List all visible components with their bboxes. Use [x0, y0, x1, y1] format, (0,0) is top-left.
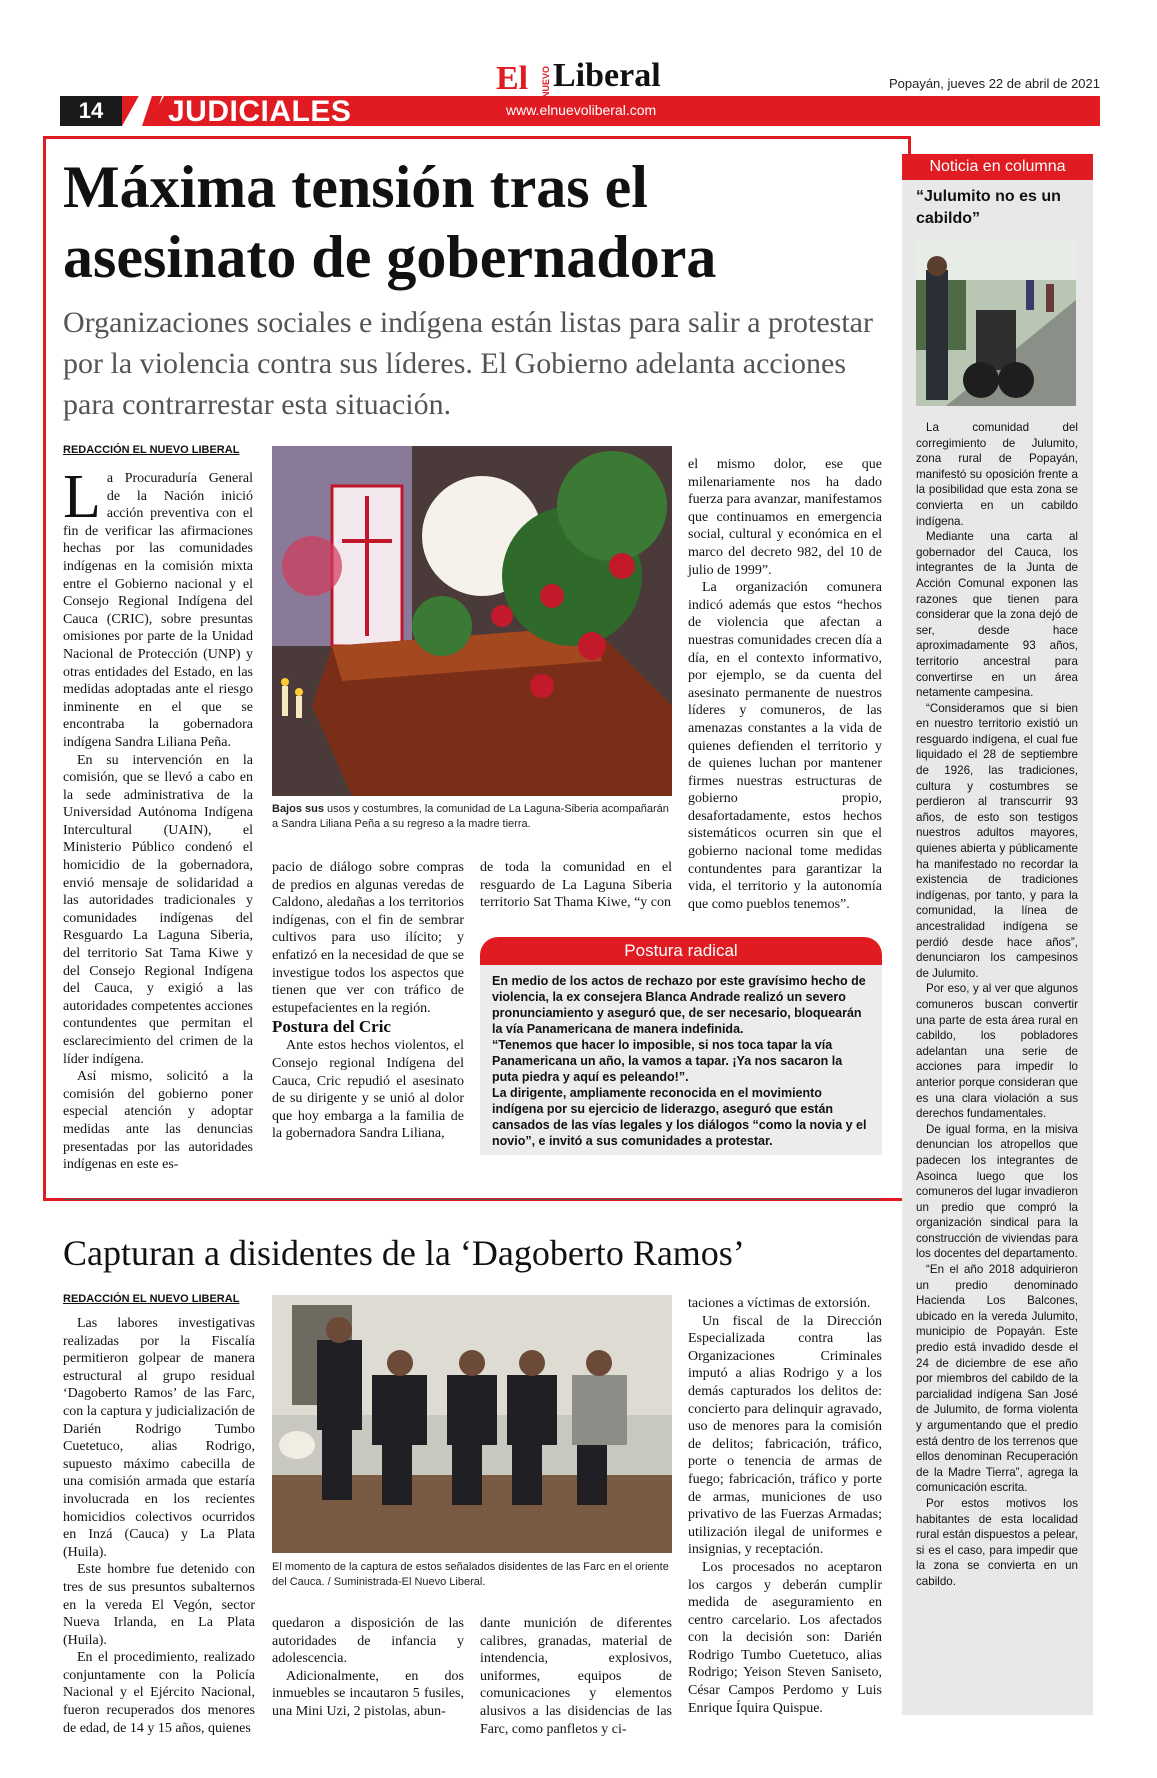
box-p3: La dirigente, ampliamente reconocida en el movimiento indígena por su ejercicio de liderazgo, aseguró que están cansados de las vías legales y los diálogos “como la novia y el novio”, e invitó a sus comunidades a protestar. [492, 1086, 867, 1148]
second-column-3 [480, 1615, 672, 1738]
main-col1-p2: En su intervención en la comisión, que se llevó a cabo en la sede administrativa de la Universidad Autónoma Indígena Intercultural (UAIN), el Ministerio Público condenó el homicidio de la gobernadora, envió mensaje de solidaridad a las autoridades tradicionales y comunidades indígenas del Resguardo La Laguna Siberia, del territorio Sat Tama Kiwe y del Consejo Regional Indígena del Cauca, y exigió a las autoridades competentes acciones contundentes que permitan el esclarecimiento del crimen de la líder indígena. [63, 752, 253, 1067]
drop-cap: L [63, 463, 101, 531]
main-col2-p2: Ante estos hechos violentos, el Consejo regional Indígena del Cauca, Cric repudió el asesinato de su dirigente y se unió al dolor que hoy embarga a la familia de la gobernadora Sandra Liliana, [272, 1038, 464, 1142]
sidebar-title: Noticia en columna [902, 154, 1093, 180]
funeral-photo-illustration [272, 446, 672, 796]
second-column-2 [272, 1615, 464, 1721]
main-col2-p1: pacio de diálogo sobre compras de predios en algunas veredas de Caldono, aledañas a los territorios indígenas, con el fin de sembrar cultivos para uso ilícito; y enfatizó en la necesidad de que se investigue todos los aspectos que tienen que ver con tráfico de estupefacientes en la región. [272, 860, 464, 1016]
main-deck: Organizaciones sociales e indígena están listas para salir a protestar por la violencia contra sus líderes. El Gobierno adelanta acciones para contrarrestar esta situación. [63, 306, 873, 421]
dateline: Popayán, jueves 22 de abril de 2021 [888, 76, 1100, 91]
logo-nuevo: NUEVO [541, 66, 551, 99]
section-name: JUDICIALES [168, 95, 352, 128]
main-column-3 [480, 859, 672, 912]
second-col4-p3: Los procesados no aceptaron los cargos y deberán cumplir medida de aseguramiento en centro carcelario. Los afectados con la decisión son: Darién Rodrigo Tumbo Cuetetuco, alias Rodrigo; Yeison Steven Saniseto, César Campos Perdomo y Luis Enrique Íquira Quispue. [688, 1559, 882, 1716]
main-col1-p1: a Procuraduría General de la Nación inició acción preventiva con el fin de verificar las afirmaciones hechas por las comunidades indígenas en la comisión mixta entre el Gobierno nacional y el Consejo Regional Indígena del Cauca (CRIC), sobre presuntas omisiones por parte de la Unidad Nacional de Protección (UNP) y otras entidades del Estado, en las medidas adoptadas ante el riesgo inminente en el que se encontraba la gobernadora indígena Sandra Liliana Peña. [63, 471, 253, 750]
sidebar-p1: La comunidad del corregimiento de Julumito, zona rural de Popayán, manifestó su oposición frente a la posibilidad que esta zona se convierta en un cabildo indígena. [916, 421, 1078, 528]
second-col1-p1: Las labores investigativas realizadas por la Fiscalía permitieron golpear de manera estructural al grupo residual ‘Dagoberto Ramos’ de las Farc, con la captura y judicialización de Darién Rodrigo Tumbo Cuetetuco, alias Rodrigo, supuesto máximo cabecilla de una comisión armada que estaría involucrada en los recientes homicidios colectivos ocurridos en Inzá (Cauca) y La Plata (Huila). [63, 1316, 255, 1560]
logo-liberal: Liberal [553, 57, 661, 94]
sidebar-p6: “En el año 2018 adquirieron un predio denominado Hacienda Los Balcones, ubicado en la vereda Julumito, municipio de Popayán. Este predio está invadido desde el 24 de diciembre de ese año por miembros del cabildo de la parcialidad indígena San José de Julumito, de forma violenta y argumentando que el predio está dentro de los terrenos que ellos denominan Recuperación de la Madre Tierra”, agrega la comunicación escrita. [916, 1263, 1078, 1495]
logo-el: El [496, 60, 529, 97]
sidebar-quote: “Julumito no es un cabildo” [916, 188, 1061, 227]
sidebar-text [916, 420, 1078, 1590]
sidebar-p7: Por estos motivos los habitantes de esta localidad rural están dispuestos a pelear, si es el caso, para impedir que la zona se convierta en un cabildo. [916, 1496, 1078, 1588]
sidebar-p2: Mediante una carta al gobernador del Cauca, los integrantes de la Junta de Acción Comunal exponen las razones que tienen para considerar que la zona dejó de ser, desde hace aproximadamente 93 años, territorio ancestral para convertirse en un área netamente campesina. [916, 530, 1078, 700]
main-col4-p2: La organización comunera indicó además que estos “hechos de violencia que afectan a nuestras comunidades crecen día a día, en el contexto informativo, por ejemplo, se da cuenta del asesinato permanente de nuestros líderes y comuneros, de las amenazas constantes a la vida de quienes defienden el territorio y de quienes luchan por mantener firmes nuestras estructuras de gobierno propio, desafortadamente, estos hechos sistemáticos ocurren sin que el gobierno nacional tome medidas contundentes para garantizar la vida, el territorio y la autonomía que como pueblos tenemos”. [688, 580, 882, 912]
box-p1: En medio de los actos de rechazo por este gravísimo hecho de violencia, la ex consejera Blanca Andrade realizó un severo pronunciamiento y aseguró que, de ser necesario, bloquearán la vía Panamericana de manera indefinida. [492, 974, 866, 1036]
second-col1-p2: Este hombre fue detenido con tres de sus presuntos subalternos en la vereda El Vegón, sector Nueva Irlanda, en La Plata (Huila). [63, 1562, 255, 1648]
page-number: 14 [60, 96, 122, 126]
main-subhead-cric: Postura del Cric [272, 1017, 391, 1037]
sidebar-p3: “Consideramos que si bien en nuestro territorio existió un resguardo indígena, el cual fue liquidado el 28 de septiembre de 1926, las tradiciones, cultura y costumbres se perdieron al transcurrir 93 años, de esto son testigos nuestros adultos mayores, quienes abierta y públicamente ha manifestado no recordar la existencia de tradiciones indígenas, por tanto, y para la comunidad, la línea de ancestralidad indígena se perdió desde hace años”, denunciaron los campesinos de Julumito. [916, 701, 1078, 980]
main-col3-p1: de toda la comunidad en el resguardo de La Laguna Siberia territorio Sat Thama Kiwe, “y con [480, 860, 672, 911]
capture-photo-illustration [272, 1295, 672, 1553]
main-byline: REDACCIÓN EL NUEVO LIBERAL [63, 444, 240, 456]
capture-photo-caption: El momento de la captura de estos señalados disidentes de las Farc en el oriente del Cauca. / Suministrada-El Nuevo Liberal. [272, 1561, 669, 1588]
section-divider [63, 1199, 881, 1200]
box-title: Postura radical [480, 937, 882, 965]
second-col2-p1: quedaron a disposición de las autoridades de infancia y adolescencia. [272, 1616, 464, 1667]
website-link[interactable]: www.elnuevoliberal.com [506, 102, 657, 118]
sidebar-photo [916, 240, 1076, 406]
radical-box [480, 965, 882, 1155]
main-column-1 [63, 444, 253, 1174]
second-column-4 [688, 1295, 882, 1717]
second-col4-p2: Un fiscal de la Dirección Especializada contra las Organizaciones Criminales imputó a alias Rodrigo y a los demás capturados los delitos de: concierto para delinquir agravado, uso de menores para la comisión de delitos; fabricación, tráfico, porte o tenencia de armas de fuego; fabricación, tráfico y porte de armas, municiones de uso privativo de las Fuerzas Armadas; utilización ilegal de uniformes e insignias, y receptación. [688, 1313, 882, 1558]
second-headline: Capturan a disidentes de la ‘Dagoberto Ramos’ [63, 1233, 745, 1273]
second-col3-p1: dante munición de diferentes calibres, granadas, material de intendencia, explosivos, uniformes, equipos de comunicaciones y elementos alusivos a las disidencias de las Farc, como panfletos y ci- [480, 1616, 672, 1737]
funeral-photo [272, 446, 672, 796]
main-col1-p3: Así mismo, solicitó a la comisión del gobierno poner especial atención y adoptar medidas ante las denuncias presentadas por las autoridades indígenas en este es- [63, 1069, 253, 1173]
second-column-1 [63, 1293, 255, 1737]
box-p2: “Tenemos que hacer lo imposible, si nos toca tapar la vía Panamericana un año, la vamos a tapar. ¡Ya nos sacaron la puta piedra y aquí es peleando!”. [492, 1038, 843, 1084]
caption-lead: Bajos sus [272, 803, 324, 815]
second-byline: REDACCIÓN EL NUEVO LIBERAL [63, 1293, 240, 1305]
funeral-photo-caption [272, 802, 672, 832]
main-headline: Máxima tensión tras el asesinato de gobernadora [63, 154, 717, 290]
main-column-2 [272, 859, 464, 1143]
main-col4-p1: el mismo dolor, ese que milenariamente nos ha dado fuerza para avanzar, manifestamos que continuamos en emergencia social, cultural y económica en el marco del decreto 982, del 10 de julio de 1999”. [688, 457, 882, 578]
second-col1-p3: En el procedimiento, realizado conjuntamente con la Policía Nacional y el Ejército Nacional, fueron recuperados dos menores de edad, de 14 y 15 años, quienes [63, 1650, 255, 1736]
second-col2-p2: Adicionalmente, en dos inmuebles se incautaron 5 fusiles, una Mini Uzi, 2 pistolas, abun- [272, 1668, 464, 1719]
capture-photo [272, 1295, 672, 1553]
second-col4-p1: taciones a víctimas de extorsión. [688, 1296, 871, 1311]
sidebar-p4: Por eso, y al ver que algunos comuneros buscan convertir una parte de esta área rural en cabildo, los pobladores adelantan una serie de acciones para impedir lo anterior porque consideran que es una clara violación a sus derechos fundamentales. [916, 982, 1078, 1121]
sidebar-photo-illustration [916, 240, 1076, 406]
main-column-4 [688, 456, 882, 913]
sidebar-p5: De igual forma, en la misiva denuncian los atropellos que padecen los integrantes de Asoinca luego que los comuneros del lugar invadieron un predio que compró la organización sindical para la construcción de viviendas para los docentes del departamento. [916, 1122, 1078, 1261]
caption-text: usos y costumbres, la comunidad de La Laguna-Siberia acompañarán a Sandra Liliana Peña a su regreso a la madre tierra. [272, 803, 669, 830]
